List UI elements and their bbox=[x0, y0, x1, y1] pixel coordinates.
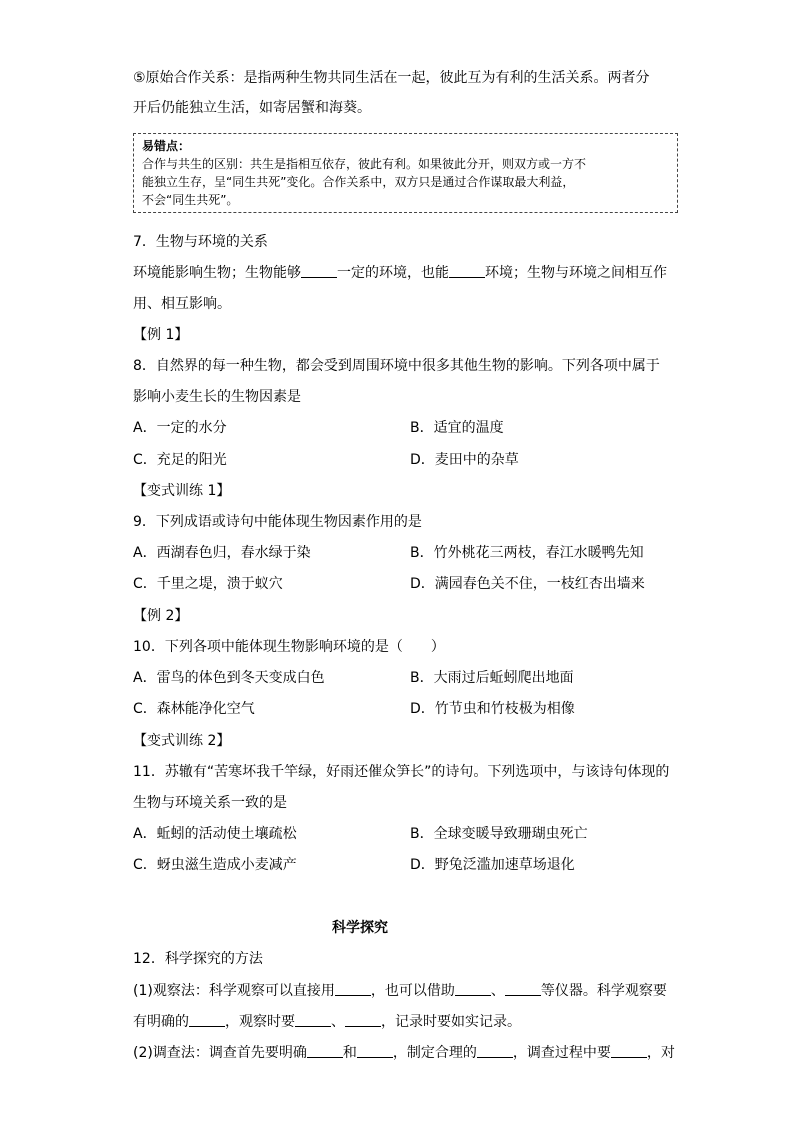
text: 和 bbox=[342, 1045, 357, 1061]
item7-title: 7．生物与环境的关系 bbox=[133, 234, 268, 250]
blank bbox=[449, 263, 485, 278]
q11-option-d: D．野兔泛滥加速草场退化 bbox=[410, 857, 575, 873]
text: ，调查过程中要 bbox=[512, 1045, 611, 1061]
tip-line3: 不会“同生共死”。 bbox=[142, 193, 239, 207]
variant-1-label: 【变式训练 1】 bbox=[133, 483, 231, 499]
blank bbox=[455, 981, 491, 996]
text: (1)观察法：科学观察可以直接用 bbox=[133, 983, 335, 999]
q11-option-a: A．蚯蚓的活动使土壤疏松 bbox=[133, 826, 297, 842]
item12-observation-line2 bbox=[133, 1012, 521, 1032]
item12-observation-line1 bbox=[133, 981, 667, 1001]
q11-option-c: C．蚜虫滋生造成小麦减产 bbox=[133, 857, 297, 873]
q9-option-b: B．竹外桃花三两枝，春江水暖鸭先知 bbox=[410, 545, 644, 561]
q11-stem-line1: 11．苏辙有“苦寒坏我千竿绿，好雨还催众笋长”的诗句。下列选项中，与该诗句体现的 bbox=[133, 764, 670, 780]
blank bbox=[307, 1043, 343, 1058]
text: 一定的环境，也能 bbox=[337, 265, 449, 281]
blank bbox=[189, 1012, 225, 1027]
blank bbox=[477, 1043, 513, 1058]
blank bbox=[357, 1043, 393, 1058]
text: 环境；生物与环境之间相互作 bbox=[485, 265, 667, 281]
q11-option-b: B．全球变暖导致珊瑚虫死亡 bbox=[410, 826, 588, 842]
para5-line2: 开后仍能独立生活，如寄居蟹和海葵。 bbox=[133, 100, 371, 116]
blank bbox=[611, 1043, 647, 1058]
item12-investigation-line bbox=[133, 1043, 675, 1063]
text: ，制定合理的 bbox=[392, 1045, 477, 1061]
tip-box bbox=[133, 133, 678, 213]
tip-title: 易错点： bbox=[142, 139, 191, 153]
item12-title: 12．科学探究的方法 bbox=[133, 951, 263, 967]
q8-stem-line2: 影响小麦生长的生物因素是 bbox=[133, 389, 301, 405]
q8-option-d: D．麦田中的杂草 bbox=[410, 452, 519, 468]
q10-option-c: C．森林能净化空气 bbox=[133, 701, 255, 717]
q10-stem: 10．下列各项中能体现生物影响环境的是（ ） bbox=[133, 639, 445, 655]
para5-line1: ⑤原始合作关系：是指两种生物共同生活在一起，彼此互为有利的生活关系。两者分 bbox=[133, 70, 650, 86]
blank bbox=[295, 1012, 331, 1027]
text: (2)调查法：调查首先要明确 bbox=[133, 1045, 307, 1061]
text: ，记录时要如实记录。 bbox=[381, 1014, 521, 1030]
text: 有明确的 bbox=[133, 1014, 189, 1030]
text: ，也可以借助 bbox=[370, 983, 455, 999]
q9-option-d: D．满园春色关不住，一枝红杏出墙来 bbox=[410, 576, 645, 592]
q11-stem-line2: 生物与环境关系一致的是 bbox=[133, 795, 287, 811]
text: 、 bbox=[331, 1014, 345, 1030]
blank bbox=[345, 1012, 381, 1027]
q9-option-a: A．西湖春色归，春水绿于染 bbox=[133, 545, 311, 561]
text: ，观察时要 bbox=[225, 1014, 295, 1030]
tip-line2: 能独立生存，呈“同生共死”变化。合作关系中，双方只是通过合作谋取最大利益， bbox=[142, 175, 575, 189]
variant-2-label: 【变式训练 2】 bbox=[133, 733, 231, 749]
blank bbox=[505, 981, 541, 996]
q10-option-b: B．大雨过后蚯蚓爬出地面 bbox=[410, 670, 574, 686]
item7-line1 bbox=[133, 263, 667, 283]
example-2-label: 【例 2】 bbox=[133, 608, 189, 624]
section-title: 科学探究 bbox=[332, 920, 388, 936]
q8-option-b: B．适宜的温度 bbox=[410, 420, 504, 436]
q9-stem: 9．下列成语或诗句中能体现生物因素作用的是 bbox=[133, 514, 422, 530]
example-1-label: 【例 1】 bbox=[133, 327, 189, 343]
blank bbox=[335, 981, 371, 996]
text: 环境能影响生物；生物能够 bbox=[133, 265, 301, 281]
q8-option-c: C．充足的阳光 bbox=[133, 452, 227, 468]
blank bbox=[301, 263, 337, 278]
q8-option-a: A．一定的水分 bbox=[133, 420, 227, 436]
text: ，对 bbox=[646, 1045, 675, 1061]
q10-option-a: A．雷鸟的体色到冬天变成白色 bbox=[133, 670, 325, 686]
item7-line2: 用、相互影响。 bbox=[133, 296, 231, 312]
q9-option-c: C．千里之堤，溃于蚁穴 bbox=[133, 576, 283, 592]
tip-line1: 合作与共生的区别：共生是指相互依存，彼此有利。如果彼此分开，则双方或一方不 bbox=[142, 157, 587, 171]
text: 、 bbox=[490, 983, 505, 999]
text: 等仪器。科学观察要 bbox=[540, 983, 667, 999]
q8-stem-line1: 8．自然界的每一种生物，都会受到周围环境中很多其他生物的影响。下列各项中属于 bbox=[133, 358, 660, 374]
q10-option-d: D．竹节虫和竹枝极为相像 bbox=[410, 701, 575, 717]
